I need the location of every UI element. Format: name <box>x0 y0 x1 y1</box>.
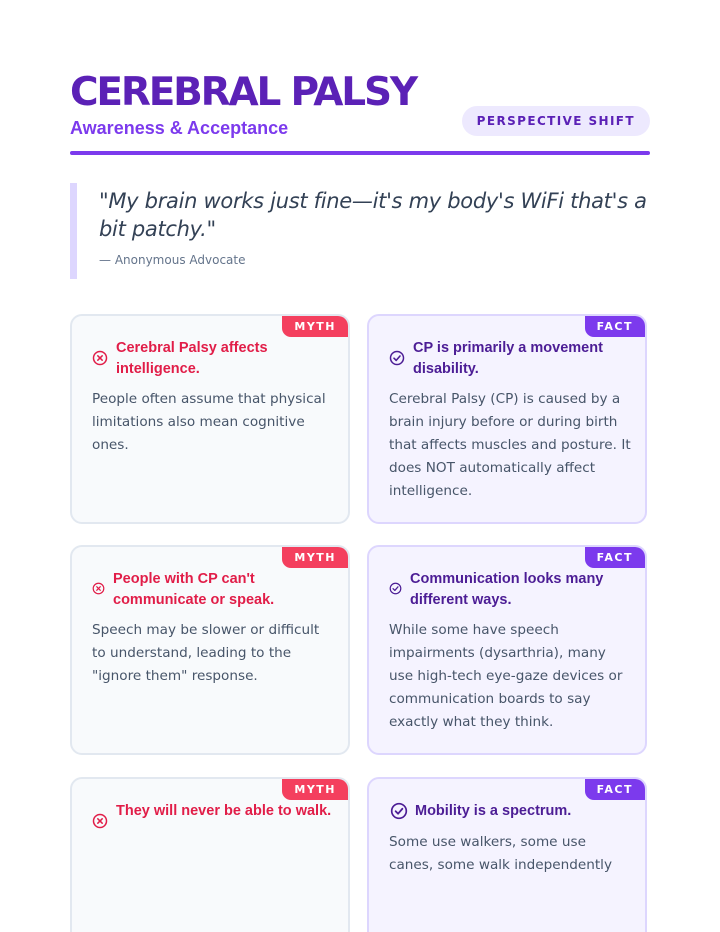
page-title: CEREBRAL PALSY <box>70 70 416 115</box>
fact-card-2 <box>367 545 647 755</box>
header-divider <box>70 151 650 155</box>
fact-body: Cerebral Palsy (CP) is caused by a brain injury before or during birth that affects muscles and posture. It does NOT automatically affect intelligence. <box>389 391 631 499</box>
myth-badge: MYTH <box>282 779 348 800</box>
header <box>70 70 650 140</box>
myth-badge: MYTH <box>282 547 348 568</box>
page-subtitle: Awareness & Acceptance <box>70 118 289 138</box>
perspective-tag: PERSPECTIVE SHIFT <box>462 106 650 136</box>
x-circle-icon <box>92 813 108 829</box>
myth-title: People with CP can't communicate or speak. <box>113 571 275 608</box>
myth-body: People often assume that physical limitations also mean cognitive ones. <box>92 391 326 453</box>
fact-card-1 <box>367 314 647 524</box>
quote-author: — Anonymous Advocate <box>99 253 246 267</box>
fact-badge: FACT <box>585 547 645 568</box>
quote-block <box>70 183 650 279</box>
myth-title: Cerebral Palsy affects intelligence. <box>116 340 268 377</box>
fact-body: While some have speech impairments (dysarthria), many use high-tech eye-gaze devices or communication boards to say exactly what they think. <box>389 622 623 730</box>
x-circle-icon <box>92 582 105 595</box>
quote-accent-bar <box>70 183 77 279</box>
myth-card-1 <box>70 314 350 524</box>
myth-card-3 <box>70 777 350 932</box>
myth-card-2 <box>70 545 350 755</box>
fact-card-3 <box>367 777 647 932</box>
myth-body: Speech may be slower or difficult to understand, leading to the "ignore them" response. <box>92 622 320 684</box>
myth-title: They will never be able to walk. <box>116 803 332 819</box>
fact-body: Some use walkers, some use canes, some walk independently <box>389 834 613 873</box>
quote-text: "My brain works just fine—it's my body's WiFi that's a bit patchy." <box>99 189 647 241</box>
check-circle-icon <box>389 350 405 366</box>
check-circle-icon <box>390 802 408 820</box>
check-circle-icon <box>389 582 402 595</box>
fact-title: Communication looks many different ways. <box>410 571 604 608</box>
fact-title: CP is primarily a movement disability. <box>413 340 603 377</box>
fact-badge: FACT <box>585 316 645 337</box>
fact-badge: FACT <box>585 779 645 800</box>
myth-badge: MYTH <box>282 316 348 337</box>
fact-title: Mobility is a spectrum. <box>415 803 572 819</box>
x-circle-icon <box>92 350 108 366</box>
